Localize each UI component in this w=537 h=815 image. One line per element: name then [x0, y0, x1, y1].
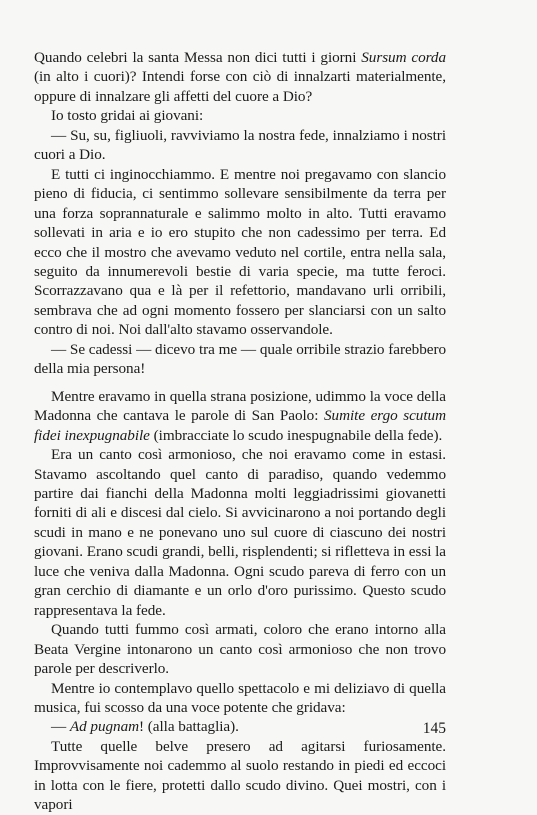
text-run: Tutte quelle belve presero ad agitarsi furiosamente. Improvvisamente noi cademmo al suolo restando in piedi ed eccoci in lotta con le fiere, protetti dallo scudo divino. Quei mostri, con i vapori	[34, 737, 446, 814]
paragraph	[34, 165, 446, 340]
paragraph	[34, 48, 446, 106]
paragraph	[34, 717, 446, 736]
text-run: Io tosto gridai ai giovani:	[51, 107, 204, 125]
text-run: Mentre eravamo in quella strana posizione, udimmo la voce della Madonna che cantava le parole di San Paolo:	[34, 387, 446, 425]
italic-text: Sursum corda	[361, 49, 446, 66]
text-run: (imbracciate lo scudo inespugnabile della fede).	[149, 426, 443, 444]
text-run: Quando celebri la santa Messa non dici tutti i giorni	[34, 49, 362, 66]
paragraph	[34, 340, 446, 379]
paragraph	[34, 737, 446, 815]
text-run: E tutti ci inginocchiammo. E mentre noi pregavamo con slancio pieno di fiducia, ci sentimmo sollevare sensibilmente da terra per una forza soprannaturale e salimmo molto in alto. Tutti eravamo sollevati in aria e io ero stupito che non cadessimo per terra. Ed ecco che il mostro che avevamo veduto nel cortile, entra nella sala, seguito da innumerevoli bestie di varia specie, ma tutte feroci. Scorrazzavano qua e là per il refettorio, mandavano urli orribili, sembrava che ad ogni momento fossero per slanciarsi con un salto contro di noi. Noi dall'alto stavamo osservandole.	[34, 165, 446, 339]
paragraph	[34, 445, 446, 620]
paragraph	[34, 126, 446, 165]
text-run: Quando tutti fummo così armati, coloro che erano intorno alla Beata Vergine intonarono un canto così armonioso che non trovo parole per descriverlo.	[34, 621, 446, 678]
text-run: —	[51, 718, 70, 736]
paragraph	[34, 106, 446, 125]
text-run: Mentre io contemplavo quello spettacolo e mi deliziavo di quella musica, fui scosso da una voce potente che gridava:	[34, 679, 446, 716]
italic-text: Ad pugnam	[69, 718, 140, 736]
italic-text: Sumite ergo scutum fidei inexpugnabile	[34, 407, 446, 444]
paragraph	[34, 679, 446, 718]
paragraph	[34, 620, 446, 678]
text-run: Era un canto così armonioso, che noi eravamo come in estasi. Stavamo ascoltando quel canto di paradiso, quando vedemmo partire dai fianchi della Madonna molti leggiadrissimi giovanetti forniti di ali e discesi dal cielo. Si avvicinarono a noi portando degli scudi in mano e ne ponevano uno sul cuore di ciascuno dei nostri giovani. Erano scudi grandi, belli, risplendenti; si rifletteva in essi la luce che veniva dalla Madonna. Ogni scudo pareva di ferro con un gran cerchio di diamante e un orlo d'oro purissimo. Questo scudo rappresentava la fede.	[34, 446, 446, 619]
body-text	[34, 48, 446, 815]
text-run: (in alto i cuori)? Intendi forse con ciò di innalzarti materialmente, oppure di innalzare gli affetti del cuore a Dio?	[34, 68, 446, 105]
text-run: — Se cadessi — dicevo tra me — quale orribile strazio farebbero della mia persona!	[34, 340, 446, 378]
paragraph	[34, 387, 446, 445]
text-run: — Su, su, figliuoli, ravviviamo la nostra fede, innalziamo i nostri cuori a Dio.	[34, 126, 446, 164]
text-run: ! (alla battaglia).	[139, 718, 239, 736]
page-number: 145	[422, 720, 446, 737]
